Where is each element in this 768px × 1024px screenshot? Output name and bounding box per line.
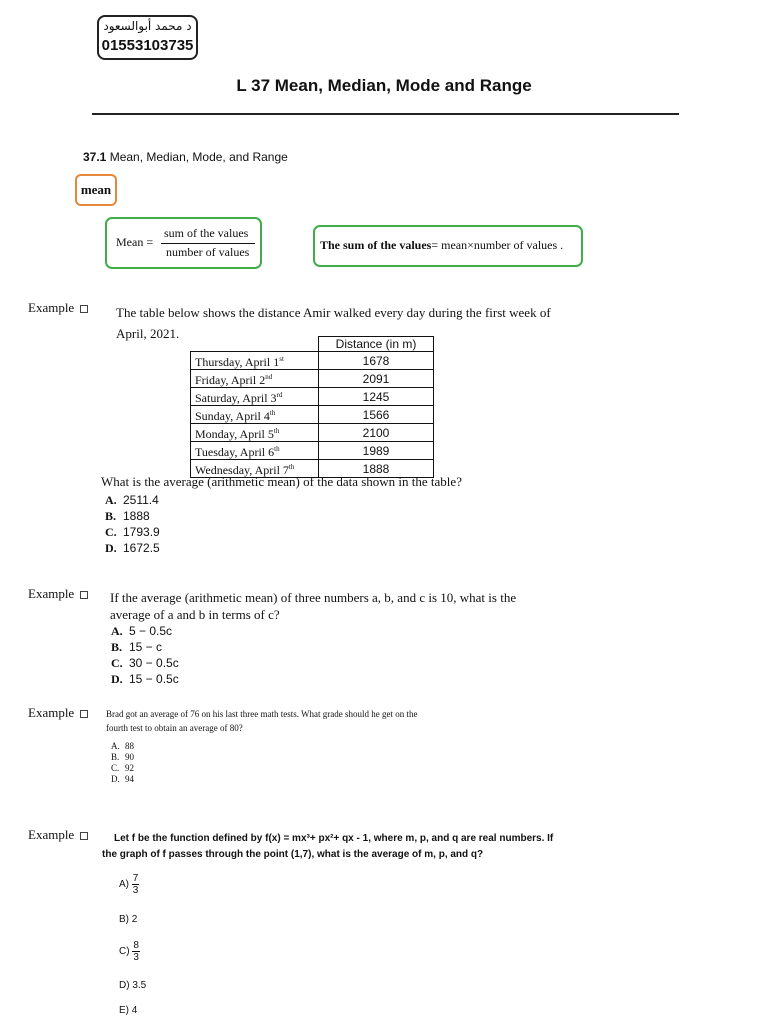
- table-row: Thursday, April 1st 1678: [191, 352, 434, 370]
- distance-table: [190, 336, 434, 478]
- fraction-bar: [161, 243, 255, 244]
- example-1-options: [105, 492, 160, 556]
- example-4-question: Let f be the function defined by f(x) = mx³+ px²+ qx - 1, where m, p, and q are real numbers. If the graph of f passes through the point (1,7), what is the average of m, p, and q?: [102, 833, 554, 860]
- example-4-option-b[interactable]: B) 2: [119, 914, 138, 925]
- term-box-mean: mean: [75, 174, 117, 206]
- table-row: Wednesday, April 7th 1888: [191, 460, 434, 478]
- example-3-label: Example: [28, 705, 88, 721]
- option-d[interactable]: D. 1672.5: [105, 541, 160, 555]
- option-a[interactable]: A. 2511.4: [105, 493, 159, 507]
- example-2-question: If the average (arithmetic mean) of three numbers a, b, and c is 10, what is the average of a and b in terms of c?: [110, 590, 517, 622]
- table-row: Tuesday, April 6th 1989: [191, 442, 434, 460]
- example-4-label: Example: [28, 827, 88, 843]
- example-4-option-d[interactable]: D) 3.5: [119, 980, 147, 991]
- option-b[interactable]: B. 90: [111, 752, 134, 762]
- example-2-options: [111, 623, 179, 687]
- sum-formula-box: [313, 225, 583, 267]
- mean-formula-numerator: sum of the values: [164, 226, 249, 240]
- example-4-option-a[interactable]: A) $\frac{7}{3}$: [119, 873, 139, 896]
- section-number: 37.1: [83, 150, 107, 164]
- option-b[interactable]: B. 1888: [105, 509, 150, 523]
- section-heading: [83, 150, 288, 164]
- table-row: Friday, April 2nd 2091: [191, 370, 434, 388]
- option-c[interactable]: C. 1793.9: [105, 525, 160, 539]
- example-2-label: Example: [28, 586, 88, 602]
- checkbox-icon: [80, 832, 88, 840]
- example-1-question: The table below shows the distance Amir walked every day during the first week of April, 2021.: [116, 305, 551, 341]
- option-d[interactable]: D. 94: [111, 774, 134, 784]
- title-divider: [92, 113, 679, 115]
- sum-formula-label: The sum of the values: [320, 238, 432, 252]
- table-row: Saturday, April 3rd 1245: [191, 388, 434, 406]
- example-3-question: Brad got an average of 76 on his last three math tests. What grade should he get on the fourth test to obtain an average of 80?: [106, 709, 418, 733]
- stamp-phone: 01553103735: [101, 37, 194, 54]
- section-title: Mean, Median, Mode, and Range: [109, 150, 288, 164]
- option-c[interactable]: C. 30 − 0.5c: [111, 656, 179, 670]
- example-4-option-c[interactable]: C) $\frac{8}{3}$: [119, 940, 139, 963]
- checkbox-icon: [80, 305, 88, 313]
- table-row: Sunday, April 4th 1566: [191, 406, 434, 424]
- option-b[interactable]: B. 15 − c: [111, 640, 163, 654]
- checkbox-icon: [80, 591, 88, 599]
- example-4-option-e[interactable]: E) 4: [119, 1005, 138, 1016]
- author-stamp: [97, 15, 198, 60]
- mean-formula-box: [105, 217, 262, 269]
- mean-formula-label: Mean =: [116, 235, 154, 249]
- option-a[interactable]: A. 5 − 0.5c: [111, 624, 173, 638]
- checkbox-icon: [80, 710, 88, 718]
- example-1-label: Example: [28, 300, 88, 316]
- example-3-options: [111, 741, 134, 785]
- table-row: Monday, April 5th 2100: [191, 424, 434, 442]
- stamp-name: د محمد أبوالسعود: [103, 19, 192, 33]
- lesson-title: L 37 Mean, Median, Mode and Range: [236, 76, 532, 95]
- table-header: Distance (in m): [319, 337, 434, 352]
- sum-formula-rhs: = mean×number of values .: [431, 238, 564, 252]
- option-a[interactable]: A. 88: [111, 741, 134, 751]
- option-c[interactable]: C. 92: [111, 763, 134, 773]
- mean-formula-denominator: number of values: [166, 245, 250, 259]
- table-row: [191, 337, 434, 352]
- example-1-prompt: What is the average (arithmetic mean) of the data shown in the table?: [101, 474, 462, 489]
- option-d[interactable]: D. 15 − 0.5c: [111, 672, 179, 686]
